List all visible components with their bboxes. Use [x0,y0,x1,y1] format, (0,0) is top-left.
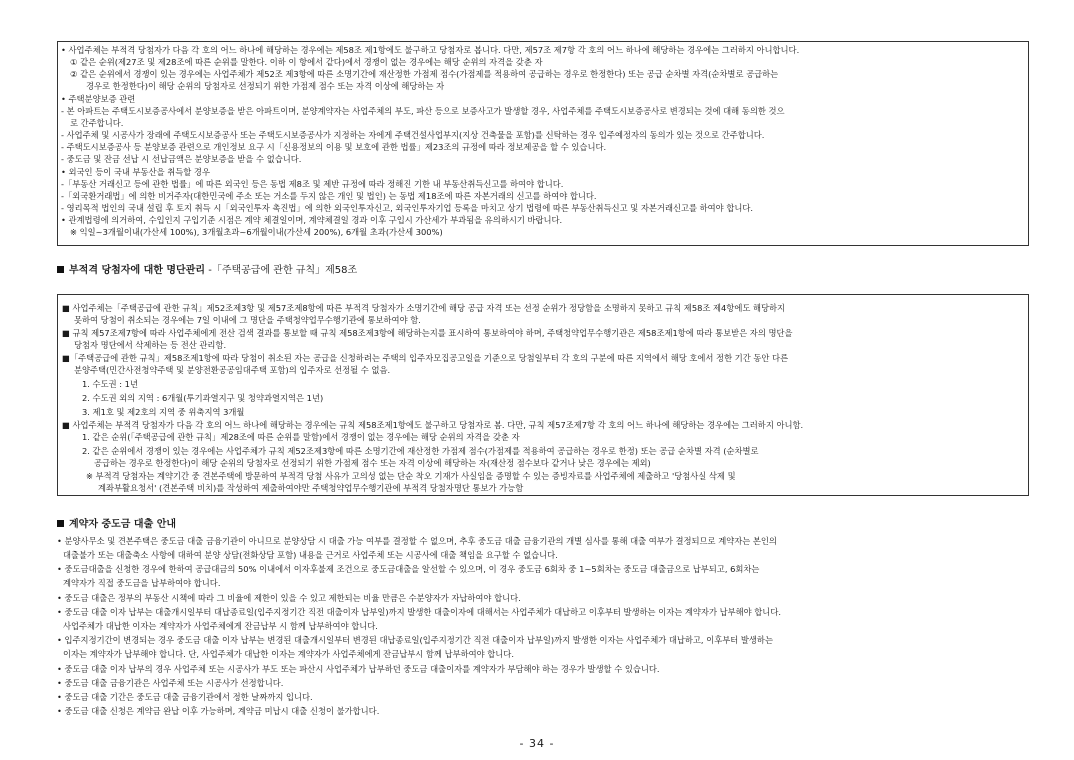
text-line: - 중도금 및 잔금 선납 시 선납금액은 분양보증을 받을 수 없습니다. [61,154,302,164]
text-line: 로 간주합니다. [70,118,124,128]
text-line: 이자는 계약자가 납부해야 합니다. 단, 사업주체가 대납한 이자는 계약자가 사업주체에게 잔금납부시 함께 납부하여야 합니다. [63,649,514,659]
text-line: • 중도금 대출 이자 납부의 경우 사업주체 또는 시공사가 부도 또는 파산시 사업주체가 납부하던 중도금 대출이자를 계약자가 부담해야 하는 경우가 발생할 수 있습니다. [57,664,660,674]
text-line: ※ 익일~3개월이내(가산세 100%), 3개월초과~6개월이내(가산세 200%), 6개월 초과(가산세 300%) [70,227,443,237]
text-line: 공급하는 경우로 한정한다)이 해당 순위의 당첨자로 선정되기 위한 가점제 점수 또는 자격 이상에 해당하는 자(재산정 점수보다 같거나 낮은 경우에는 제외) [94,458,651,468]
text-line: 경우로 한정한다)이 해당 순위의 당첨자로 선정되기 위한 가점제 점수 또는 자격 이상에 해당하는 자 [86,81,445,91]
notice-box-ineligible-winner [57,41,1029,246]
text-line: • 관계법령에 의거하여, 수입인지 구입기준 시점은 계약 체결일이며, 계약체결일 경과 이후 구입시 가산세가 부과됨을 유의하시기 바랍니다. [61,215,563,225]
text-line: • 외국인 등이 국내 부동산을 취득할 경우 [61,167,210,177]
text-line: ② 같은 순위에서 경쟁이 있는 경우에는 사업주체가 제52조 제3항에 따른 소명기간에 재산정한 가점제 점수(가점제를 적용하여 공급하는 경우로 한정한다) 또는 공급 순차별 자격(순차별로 공급하는 [70,69,779,79]
section-title-loan-guide [57,518,176,531]
text-line: 1. 수도권 : 1년 [82,379,138,389]
text-line: • 중도금대출을 신청한 경우에 한하여 공급대금의 50% 이내에서 이자후불제 조건으로 중도금대출을 알선할 수 있으며, 이 경우 중도금 6회차 중 1~5회차는 중도금 대출금으로 납부되고, 6회차는 [57,564,760,574]
text-line: 계약자가 직접 중도금을 납부하여야 합니다. [63,578,221,588]
text-line: • 중도금 대출 금융기관은 사업주체 또는 시공사가 선정합니다. [57,678,284,688]
text-line: 분양주택(민간사전청약주택 및 분양전환공공임대주택 포함)의 입주자로 선정될 수 없음. [74,365,391,375]
text-line: • 주택분양보증 관련 [61,94,136,104]
text-line: ■ 규칙 제57조제7항에 따라 사업주체에게 전산 검색 결과를 통보할 때 규칙 제58조제3항에 해당하는지를 표시하여 통보하여야 하며, 주택청약업무수행기관은 제58조제1항에 따라 통보받은 자의 명단을 [62,328,793,338]
text-line: • 중도금 대출 신청은 계약금 완납 이후 가능하며, 계약금 미납시 대출 신청이 불가합니다. [57,706,380,716]
text-line: 사업주체가 대납한 이자는 계약자가 사업주체에게 잔금납부 시 함께 납부하여야 합니다. [63,621,378,631]
text-line: 못하여 당첨이 취소되는 경우에는 7일 이내에 그 명단을 주택청약업무수행기관에 통보하여야 함. [74,315,421,325]
square-bullet-icon [57,266,64,273]
text-line: 3. 제1호 및 제2호의 지역 중 위축지역 3개월 [82,407,245,417]
text-line: • 중도금 대출 이자 납부는 대출개시일부터 대납종료일(입주지정기간 직전 대출이자 납부일)까지 발생한 대출이자에 대해서는 사업주체가 대납하고 이후부터 발생하는 이자는 계약자가 납부해야 합니다. [57,607,781,617]
text-line: 대출불가 또는 대출축소 사항에 대하여 분양 상담(전화상담 포함) 내용을 근거로 사업주체 또는 시공사에 대출 책임을 요구할 수 없습니다. [63,550,558,560]
text-line: -「외국환거래법」에 의한 비거주자(대한민국에 주소 또는 거소를 두지 않은 개인 및 법인) 는 동법 제18조에 따른 자본거래의 신고를 하여야 합니다. [61,191,597,201]
notice-box-ineligible-management [57,294,1029,496]
text-line: ■「주택공급에 관한 규칙」제58조제1항에 따라 당첨이 취소된 자는 공급을 신청하려는 주택의 입주자모집공고일을 기준으로 당첨일부터 각 호의 구분에 따른 지역에서 해당 호에서 정한 기간 동안 다른 [62,353,789,363]
text-line: 2. 같은 순위에서 경쟁이 있는 경우에는 사업주체가 규칙 제52조제3항에 따른 소명기간에 재산정한 가점제 점수(가점제를 적용하여 공급하는 경우로 한정) 또는 공급 순차별 자격 (순차별로 [82,446,759,456]
text-line: - 본 아파트는 주택도시보증공사에서 분양보증을 받은 아파트이며, 분양계약자는 사업주체의 부도, 파산 등으로 보증사고가 발생할 경우, 사업주체를 주택도시보증공사로 변경되는 것에 대해 동의한 것으 [61,106,785,116]
text-line: ■ 사업주체는「주택공급에 관한 규칙」제52조제3항 및 제57조제8항에 따른 부적격 당첨자가 소명기간에 해당 공급 자격 또는 선정 순위가 정당함을 소명하지 못하고 규칙 제58조 제4항에도 해당하지 [62,303,786,313]
text-line: 1. 같은 순위(「주택공급에 관한 규칙」제28조에 따른 순위를 말함)에서 경쟁이 없는 경우에는 해당 순위의 자격을 갖춘 자 [82,432,520,442]
section-title-ref: -「주택공급에 관한 규칙」제58조 [205,265,358,276]
text-line: 2. 수도권 외의 지역 : 6개월(투기과열지구 및 청약과열지역은 1년) [82,393,324,403]
text-line: -「부동산 거래신고 등에 관한 법률」에 따른 외국인 등은 동법 제8조 및 제반 규정에 따라 정해진 기한 내 부동산취득신고를 하여야 합니다. [61,179,564,189]
text-line: • 사업주체는 부적격 당첨자가 다음 각 호의 어느 하나에 해당하는 경우에는 제58조 제1항에도 불구하고 당첨자로 봅니다. 다만, 제57조 제7항 각 호의 어느 하나에 해당하는 경우에는 그러하지 아니합니다. [61,45,800,55]
text-line: ■ 사업주체는 부적격 당첨자가 다음 각 호의 어느 하나에 해당하는 경우에는 규칙 제58조제1항에도 불구하고 당첨자로 봄. 다만, 규칙 제57조제7항 각 호의 어느 하나에 해당하는 경우에는 그러하지 아니함. [62,420,804,430]
section-title-ineligible-list [57,264,357,277]
text-line: 계좌부활요청서' (견본주택 비치)를 작성하여 제출하여야만 주택청약업무수행기관에 부적격 당첨자명단 통보가 가능함 [98,483,524,493]
section-title-bold: 부적격 당첨자에 대한 명단관리 [69,265,206,276]
text-line: ① 같은 순위(제27조 및 제28조에 따른 순위를 말한다. 이하 이 항에서 같다)에서 경쟁이 없는 경우에는 해당 순위의 자격을 갖춘 자 [70,57,543,67]
page-number: - 34 - [519,737,555,750]
text-line: - 사업주체 및 시공사가 장래에 주택도시보증공사 또는 주택도시보증공사가 지정하는 자에게 주택건설사업부지(지상 건축물을 포함)를 신탁하는 경우 입주예정자의 동의가 있는 것으로 간주합니다. [61,130,765,140]
text-line: 당첨자 명단에서 삭제하는 등 전산 관리함. [74,340,227,350]
section-title-bold: 계약자 중도금 대출 안내 [69,519,177,530]
loan-guide-body [57,536,1029,726]
text-line: • 중도금 대출 기간은 중도금 대출 금융기관에서 정한 날짜까지 입니다. [57,692,313,702]
text-line: - 영리목적 법인의 국내 설립 후 토지 취득 시「외국인투자 촉진법」에 의한 외국인투자신고, 외국인투자기업 등록을 마치고 상기 법령에 따른 부동산취득신고 및 자본거래신고를 하여야 합니다. [61,203,754,213]
text-line: • 입주지정기간이 변경되는 경우 중도금 대출 이자 납부는 변경된 대출개시일부터 변경된 대납종료일(입주지정기간 직전 대출이자 납부일)까지 발생한 이자는 사업주체가 대납하고, 이후부터 발생하는 [57,635,773,645]
square-bullet-icon [57,520,64,527]
text-line: • 중도금 대출은 정부의 부동산 시책에 따라 그 비율에 제한이 있을 수 있고 제한되는 비율 만큼은 수분양자가 자납하여야 합니다. [57,593,521,603]
text-line: ※ 부적격 당첨자는 계약기간 중 견본주택에 방문하여 부적격 당첨 사유가 고의성 없는 단순 착오 기재가 사실임을 증명할 수 있는 증빙자료를 사업주체에 제출하고 '당첨사실 삭제 및 [86,471,736,481]
text-line: - 주택도시보증공사 등 분양보증 관련으로 개인정보 요구 시「신용정보의 이용 및 보호에 관한 법률」제23조의 규정에 따라 정보제공을 할 수 있습니다. [61,142,607,152]
text-line: • 분양사무소 및 견본주택은 중도금 대출 금융기관이 아니므로 분양상담 시 대출 가능 여부를 결정할 수 없으며, 추후 중도금 대출 금융기관의 개별 심사를 통해 대출 여부가 결정되므로 계약자는 본인의 [57,536,777,546]
